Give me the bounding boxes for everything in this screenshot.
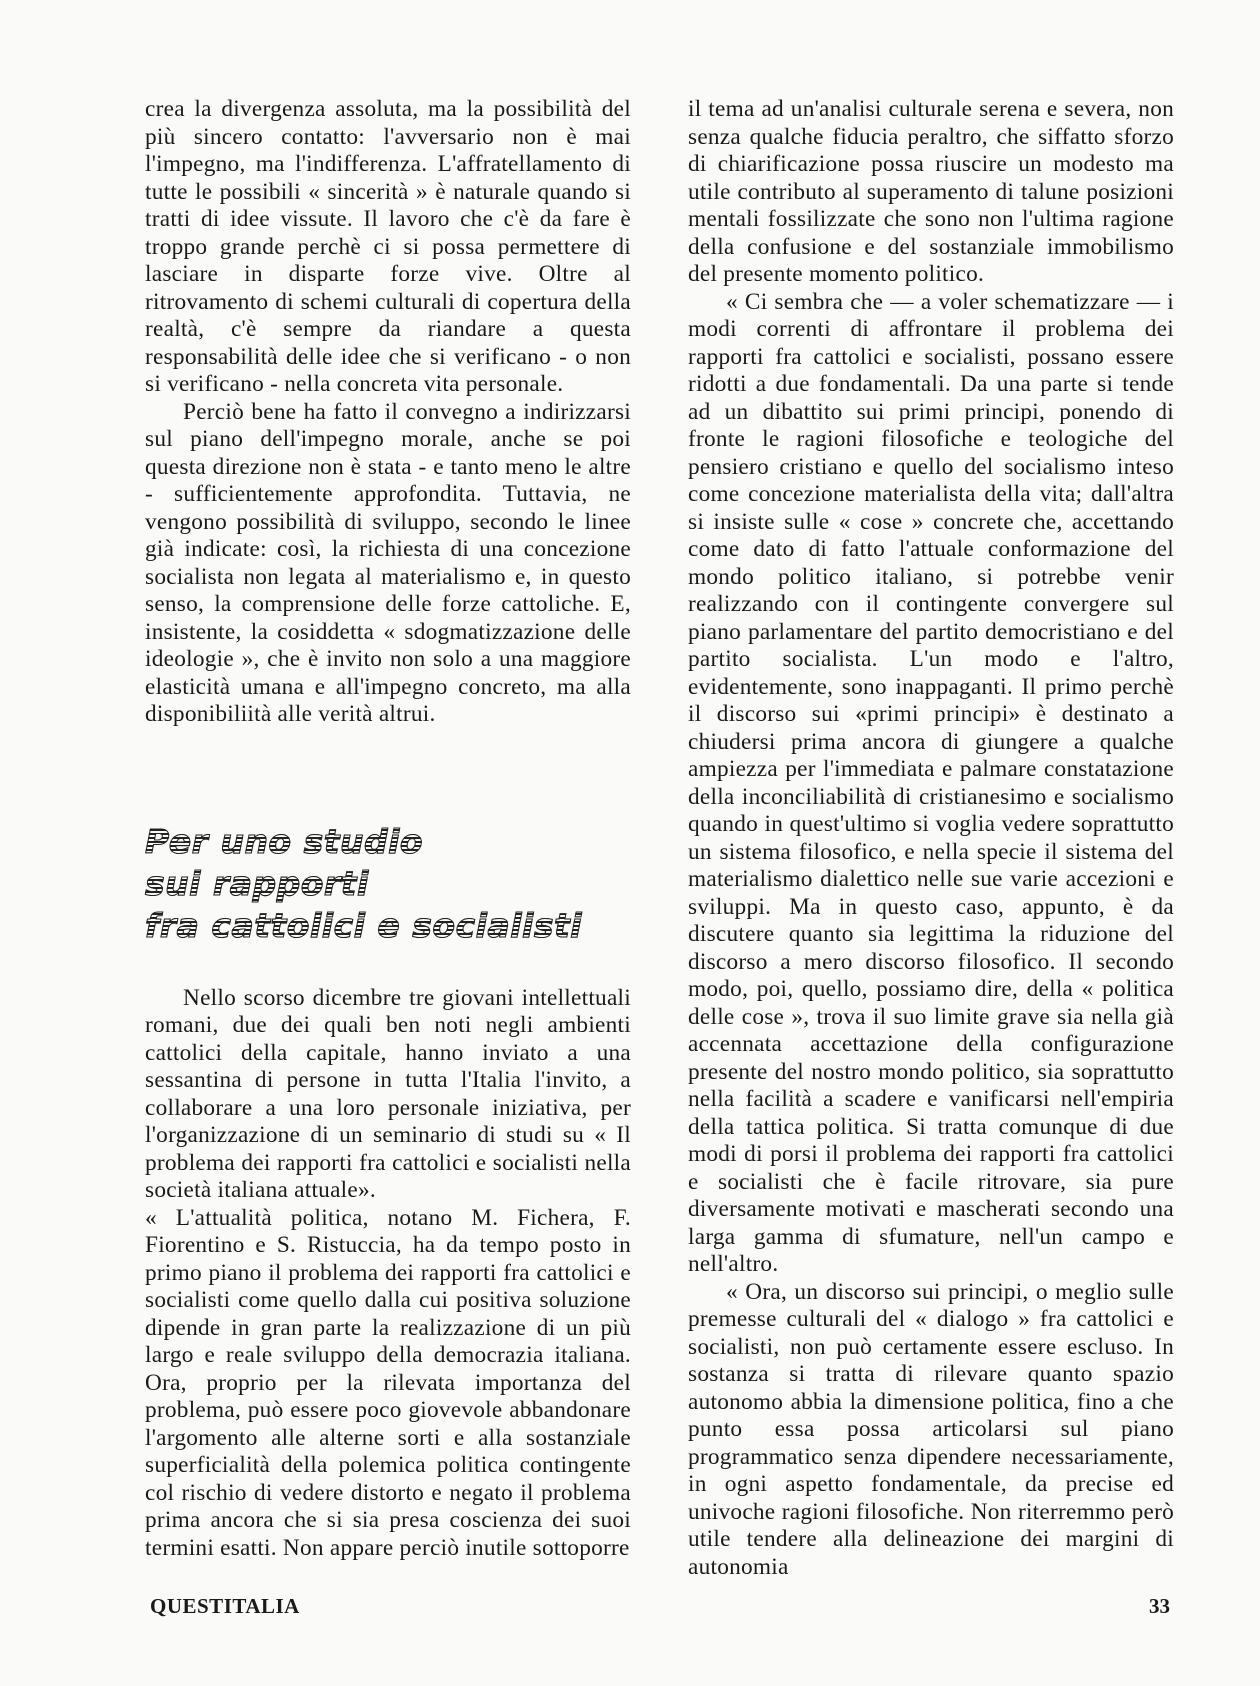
heading-line-1: Per uno studio	[145, 821, 631, 863]
left-paragraph-1: crea la divergenza assoluta, ma la possibilità del più sincero contatto: l'avversario non è mai l'impegno, ma l'indifferenza. L'affratellamento di tutte le possibili « sincerità » è naturale quando si tratti di idee vissute. Il lavoro che c'è da fare è troppo grande perchè ci si possa permettere di lasciare in disparte forze vive. Oltre al ritrovamento di schemi culturali di copertura della realtà, c'è sempre da riandare a questa responsabilità delle idee che si verificano - o non si verificano - nella concreta vita personale.	[145, 96, 631, 397]
left-column	[145, 96, 631, 1562]
left-paragraph-4: « L'attualità politica, notano M. Fichera, F. Fiorentino e S. Ristuccia, ha da tempo posto in primo piano il problema dei rapporti fra cattolici e socialisti come quello dalla cui positiva soluzione dipende in gran parte la realizzazione di un più largo e reale sviluppo della democrazia italiana. Ora, proprio per la rilevata importanza del problema, può essere poco giovevole abbandonare l'argomento alle alterne sorti e alla sostanziale superficialità della polemica politica contingente col rischio di vedere distorto e negato il problema prima ancora che si sia presa coscienza dei suoi termini esatti. Non appare perciò inutile sottoporre	[145, 1204, 631, 1561]
heading-line-3: fra cattolici e socialisti	[145, 905, 631, 947]
right-paragraph-3: « Ora, un discorso sui principi, o meglio sulle premesse culturali del « dialogo » fra cattolici e socialisti, non può certamente essere escluso. In sostanza si tratta di rilevare quanto spazio autonomo abbia la dimensione politica, fino a che punto essa possa articolarsi sul piano programmatico senza dipendere necessariamente, in ogni aspetto fondamentale, da precise ed univoche ragioni filosofiche. Non riterremmo però utile tendere alla delineazione dei margini di autonomia	[688, 1278, 1174, 1580]
right-paragraph-2: « Ci sembra che — a voler schematizzare — i modi correnti di affrontare il problema dei rapporti fra cattolici e socialisti, possano essere ridotti a due fondamentali. Da una parte si tende ad un dibattito sui primi principi, ponendo di fronte le ragioni filosofiche e teologiche del pensiero cristiano e quello del socialismo inteso come concezione materialista della vita; dall'altra si insiste sulle « cose » concrete che, accettando come dato di fatto l'attuale conformazione del mondo politico italiano, si potrebbe venir realizzando con il contingente convergere sul piano parlamentare del partito democristiano e del partito socialista. L'un modo e l'altro, evidentemente, sono inappaganti. Il primo perchè il discorso sui «primi principi» è destinato a chiudersi prima ancora di giungere a qualche ampiezza per l'immediata e palmare constatazione della inconciliabilità di cristianesimo e socialismo quando in quest'ultimo si voglia vedere soprattutto un sistema filosofico, e nella specie il sistema del materialismo dialettico nelle sue varie accezioni e sviluppi. Ma in questo caso, appunto, è da discutere quanto sia legittima la riduzione del discorso a mero discorso filosofico. Il secondo modo, poi, quello, possiamo dire, della « politica delle cose », trova il suo limite grave sia nella già accennata accettazione della configurazione presente del nostro mondo politico, sia soprattutto nella facilità a scadere e vanificarsi nell'empiria della tattica politica. Si tratta comunque di due modi di porsi il problema dei rapporti fra cattolici e socialisti che è facile ritrovare, sia pure diversamente motivati e mascherati secondo una larga gamma di sfumature, nell'un campo e nell'altro.	[688, 288, 1174, 1277]
right-column	[688, 96, 1174, 1581]
left-paragraph-3: Nello scorso dicembre tre giovani intellettuali romani, due dei quali ben noti negli ambienti cattolici della capitale, hanno inviato a una sessantina di persone in tutta l'Italia l'invito, a collaborare a una loro personale iniziativa, per l'organizzazione di un seminario di studi su « Il problema dei rapporti fra cattolici e socialisti nella società italiana attuale».	[145, 984, 631, 1203]
section-heading	[145, 821, 631, 947]
page-number: 33	[1149, 1594, 1170, 1618]
heading-line-2: sui rapporti	[145, 863, 631, 905]
left-paragraph-2: Perciò bene ha fatto il convegno a indirizzarsi sul piano dell'impegno morale, anche se poi questa direzione non è stata - e tanto meno le altre - sufficientemente approfondita. Tuttavia, ne vengono possibilità di sviluppo, secondo le linee già indicate: così, la richiesta di una concezione socialista non legata al materialismo e, in questo senso, la comprensione delle forze cattoliche. E, insistente, la cosiddetta « sdogmatizzazione delle ideologie », che è invito non solo a una maggiore elasticità umana e all'impegno concreto, ma alla disponibiliità alle verità altrui.	[145, 398, 631, 727]
publication-name: QUESTITALIA	[150, 1594, 300, 1618]
right-paragraph-1: il tema ad un'analisi culturale serena e severa, non senza qualche fiducia peraltro, che siffatto sforzo di chiarificazione possa riuscire un modesto ma utile contributo al superamento di talune posizioni mentali fossilizzate che sono non l'ultima ragione della confusione e del sostanziale immobilismo del presente momento politico.	[688, 96, 1174, 287]
